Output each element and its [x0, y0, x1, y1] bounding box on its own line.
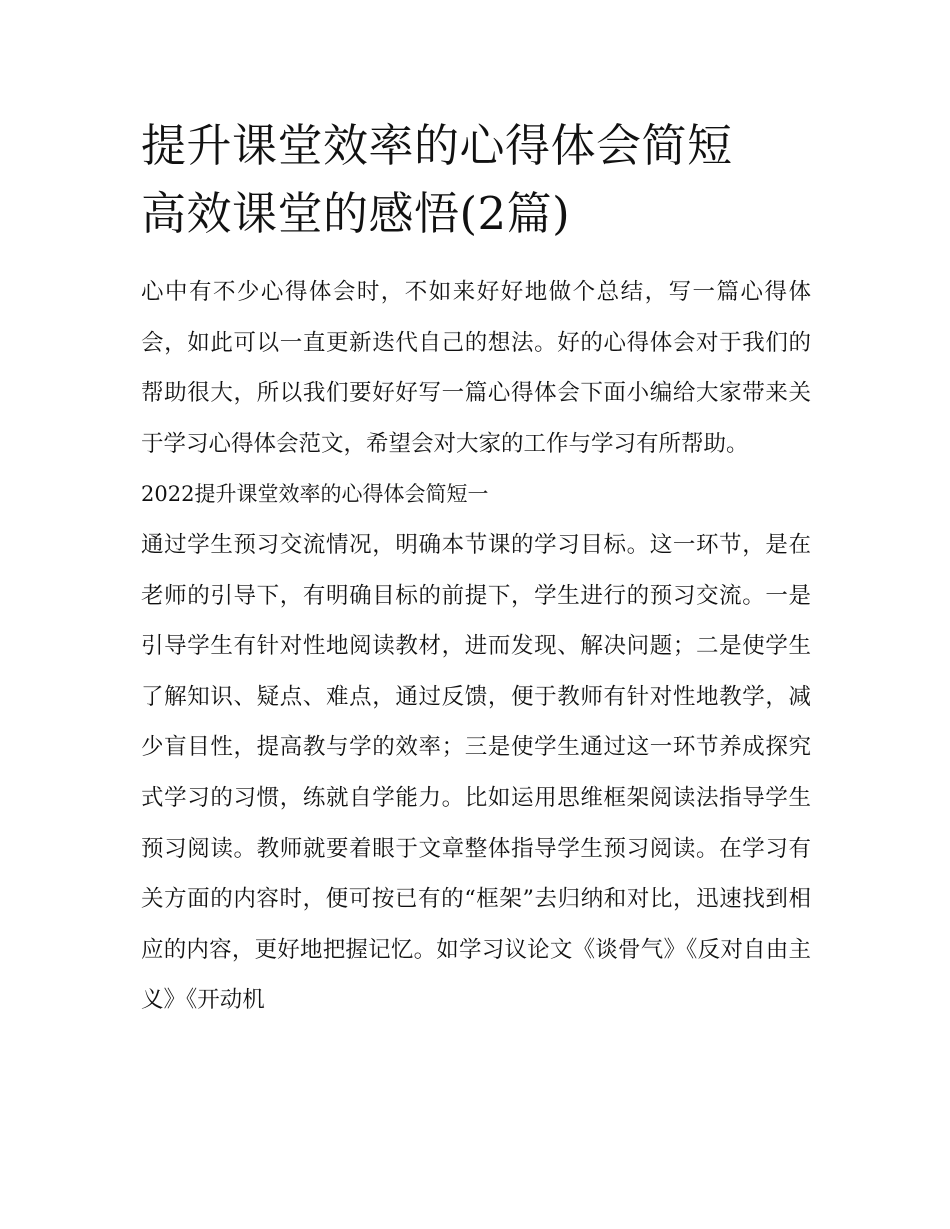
document-title [141, 112, 811, 248]
document-content [141, 112, 811, 1026]
title-line-2: 高效课堂的感悟(2篇) [141, 187, 571, 240]
section-paragraph: 通过学生预习交流情况，明确本节课的学习目标。这一环节，是在老师的引导下，有明确目标的前提下，学生进行的预习交流。一是引导学生有针对性地阅读教材，进而发现、解决问题；二是使学生了解知识、疑点、难点，通过反馈，便于教师有针对性地教学，减少盲目性，提高教与学的效率；三是使学生通过这一环节养成探究式学习的习惯，练就自学能力。比如运用思维框架阅读法指导学生预习阅读。教师就要着眼于文章整体指导学生预习阅读。在学习有关方面的内容时，便可按已有的“框架”去归纳和对比，迅速找到相应的内容，更好地把握记忆。如学习议论文《谈骨气》《反对自由主义》《开动机 [141, 531, 811, 1014]
title-line-1: 提升课堂效率的心得体会简短 [141, 119, 733, 172]
intro-paragraph: 心中有不少心得体会时，不如来好好地做个总结，写一篇心得体会，如此可以一直更新迭代自己的想法。好的心得体会对于我们的帮助很大，所以我们要好好写一篇心得体会下面小编给大家带来关于学习心得体会范文，希望会对大家的工作与学习有所帮助。 [141, 279, 811, 457]
section-heading: 2022提升课堂效率的心得体会简短一 [141, 482, 489, 507]
